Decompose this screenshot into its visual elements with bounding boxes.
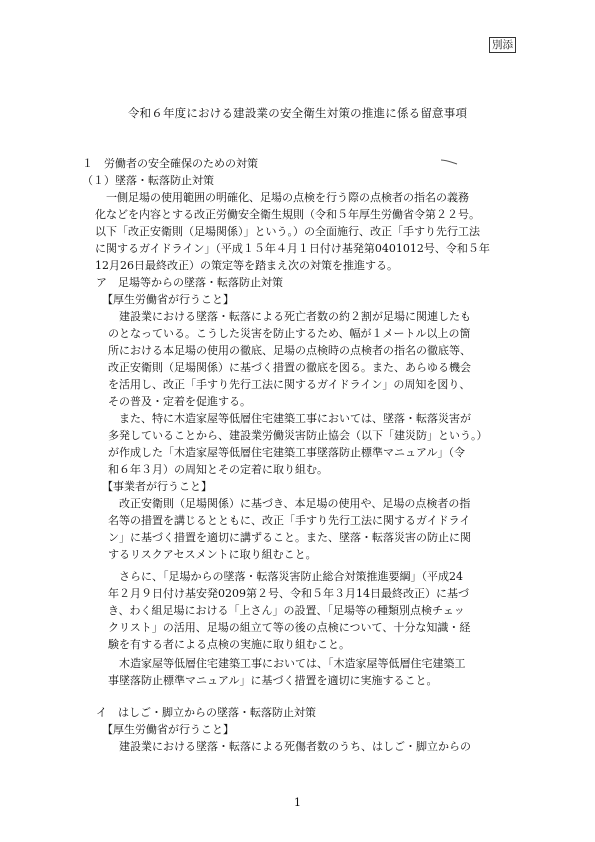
document-title: 令和６年度における建設業の安全衛生対策の推進に係る留意事項 — [127, 106, 468, 120]
body-line: 年２月９日付け基安発0209第２号、令和５年３月14日最終改正）に基づ — [108, 587, 469, 600]
body-line: 名等の措置を講じるとともに、改正「手すり先行工法に関するガイドライ — [108, 514, 471, 527]
body-line: 建設業における墜落・転落による死傷者数のうち、はしご・脚立からの — [108, 740, 471, 753]
body-line: するリスクアセスメントに取り組むこと。 — [108, 548, 317, 561]
body-line: 改正安衛則（足場関係）に基づく措置の徹底を図る。また、あらゆる機会 — [108, 361, 471, 374]
role-heading: 【厚生労働省が行うこと】 — [102, 293, 234, 306]
body-line: に関するガイドライン」（平成１５年４月１日付け基発第0401012号、令和５年 — [95, 242, 490, 255]
body-line: を活用し、改正「手すり先行工法に関するガイドライン」の周知を図り、 — [108, 378, 471, 391]
body-line: のとなっている。こうした災害を防止するため、幅が１メートル以上の箇 — [108, 327, 471, 340]
body-line: 12月26日最終改正）の策定等を踏まえ次の対策を推進する。 — [95, 259, 398, 272]
body-line: 化などを内容とする改正労働安全衛生規則（令和５年厚生労働省令第２２号。 — [95, 208, 480, 221]
page-number: 1 — [294, 796, 301, 809]
body-line: 以下「改正安衛則（足場関係）」という。）の全面施行、改正「手すり先行工法 — [95, 225, 480, 238]
role-heading: 【事業者が行うこと】 — [102, 480, 212, 493]
item-heading: ア 足場等からの墜落・転落防止対策 — [96, 276, 283, 289]
body-line: さらに、「足場からの墜落・転落災害防止総合対策推進要綱」（平成24 — [108, 570, 463, 583]
body-line: 事墜落防止標準マニュアル」に基づく措置を適切に実施すること。 — [108, 674, 438, 687]
body-line: その普及・定着を促進する。 — [108, 395, 251, 408]
item-heading: イ はしご・脚立からの墜落・転落防止対策 — [96, 706, 316, 719]
body-line: が作成した「木造家屋等低層住宅建築工事墜落防止標準マニュアル」（令 — [108, 446, 466, 459]
body-line: 一側足場の使用範囲の明確化、足場の点検を行う際の点検者の指名の義務 — [95, 191, 469, 204]
body-line: 改正安衛則（足場関係）に基づき、本足場の使用や、足場の点検者の指 — [108, 497, 471, 510]
body-line: 所における本足場の使用の徹底、足場の点検時の点検者の指名の徹底等、 — [108, 344, 471, 357]
pen-mark — [440, 159, 458, 165]
body-line: 験を有する者による点検の実施に取り組むこと。 — [108, 638, 350, 651]
role-heading: 【厚生労働省が行うこと】 — [102, 723, 234, 736]
subsection-heading: （１）墜落・転落防止対策 — [82, 174, 214, 187]
attachment-label: 別添 — [489, 37, 516, 53]
body-line: また、特に木造家屋等低層住宅建築工事においては、墜落・転落災害が — [108, 412, 471, 425]
body-line: 木造家屋等低層住宅建築工事においては、「木造家屋等低層住宅建築工 — [108, 657, 466, 670]
body-line: き、わく組足場における「上さん」の設置、「足場等の種類別点検チェッ — [108, 604, 465, 617]
body-line: クリスト」の活用、足場の組立て等の後の点検について、十分な知識・経 — [108, 621, 471, 634]
body-line: ン」に基づく措置を適切に講ずること。また、墜落・転落災害の防止に関 — [108, 531, 471, 544]
body-line: 建設業における墜落・転落による死亡者数の約２割が足場に関連したも — [108, 310, 471, 323]
section-heading: １ 労働者の安全確保のための対策 — [82, 157, 258, 170]
body-line: 和６年３月）の周知とその定着に取り組む。 — [108, 463, 328, 476]
body-line: 多発していることから、建設業労働災害防止協会（以下「建災防」という。） — [108, 429, 488, 442]
